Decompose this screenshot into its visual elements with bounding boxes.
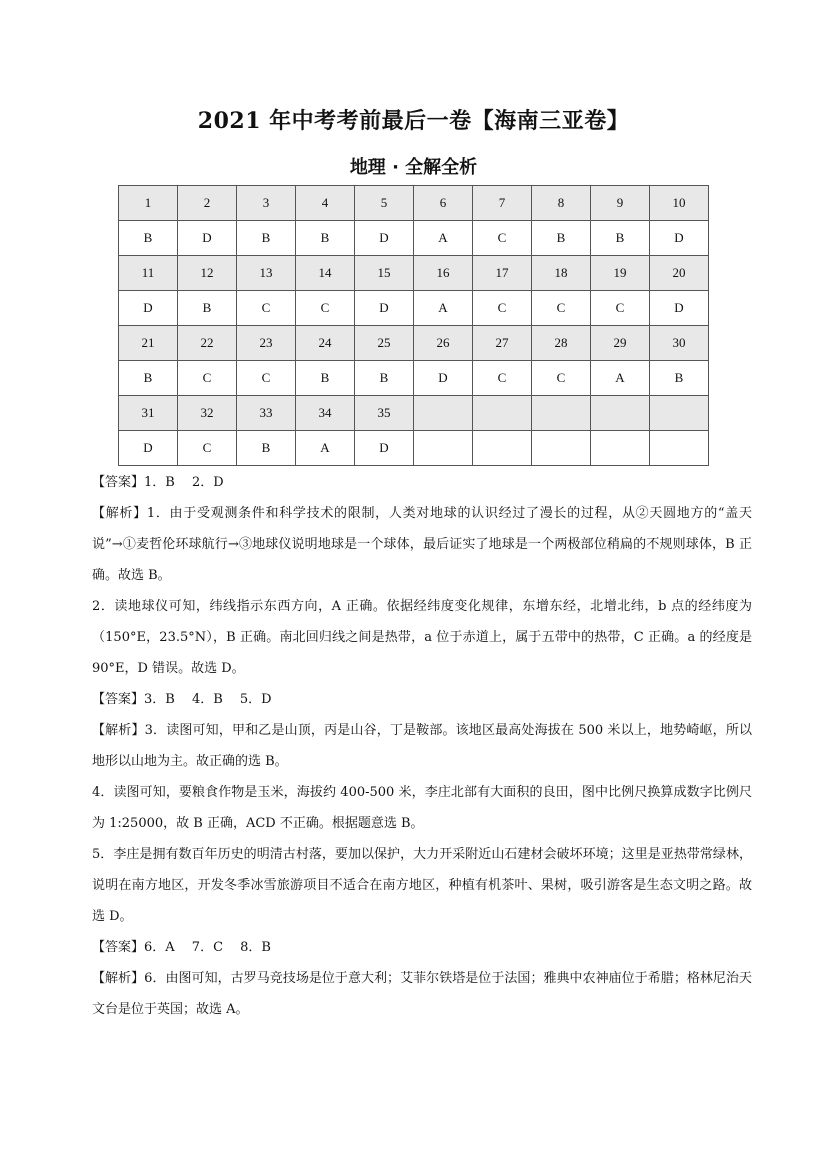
question-number-row: [119, 186, 709, 221]
answer-cell: D: [355, 431, 414, 466]
answer-cell: B: [355, 361, 414, 396]
question-number-cell: 17: [473, 256, 532, 291]
answer-line: 【答案】3．B 4．B 5．D: [92, 692, 272, 707]
analysis-paragraph: 【解析】3．读图可知，甲和乙是山顶，丙是山谷，丁是鞍部。该地区最高处海拔在 500 米以上，地势崎岖，所以地形以山地为主。故正确的选 B。: [92, 723, 752, 769]
answer-cell: C: [532, 291, 591, 326]
answer-cell: B: [591, 221, 650, 256]
question-number-cell: 12: [178, 256, 237, 291]
answer-table: [118, 185, 709, 466]
question-number-cell: [414, 396, 473, 431]
question-number-cell: 32: [178, 396, 237, 431]
question-number-cell: 19: [591, 256, 650, 291]
answer-cell: A: [414, 291, 473, 326]
answer-cell: A: [591, 361, 650, 396]
question-number-cell: 6: [414, 186, 473, 221]
answer-cell: B: [237, 221, 296, 256]
answer-cell: C: [473, 291, 532, 326]
answer-row: [119, 361, 709, 396]
question-number-cell: 23: [237, 326, 296, 361]
question-number-cell: 30: [650, 326, 709, 361]
answer-cell: C: [178, 361, 237, 396]
question-number-cell: 21: [119, 326, 178, 361]
question-number-cell: 5: [355, 186, 414, 221]
question-number-cell: 24: [296, 326, 355, 361]
answer-row: [119, 221, 709, 256]
answer-cell: A: [296, 431, 355, 466]
question-number-cell: 25: [355, 326, 414, 361]
answer-cell: C: [237, 361, 296, 396]
question-number-cell: 29: [591, 326, 650, 361]
question-number-cell: 31: [119, 396, 178, 431]
analysis-content: [92, 467, 752, 1025]
document-subtitle: 地理 · 全解全析: [349, 157, 478, 178]
answer-cell: B: [532, 221, 591, 256]
question-number-row: [119, 396, 709, 431]
question-number-cell: 22: [178, 326, 237, 361]
question-number-cell: [532, 396, 591, 431]
question-number-row: [119, 256, 709, 291]
answer-cell: D: [414, 361, 473, 396]
question-number-cell: 3: [237, 186, 296, 221]
question-number-cell: 15: [355, 256, 414, 291]
question-number-row: [119, 326, 709, 361]
answer-cell: D: [650, 291, 709, 326]
question-number-cell: 13: [237, 256, 296, 291]
question-number-cell: 34: [296, 396, 355, 431]
question-number-cell: 26: [414, 326, 473, 361]
question-number-cell: [650, 396, 709, 431]
answer-cell: D: [119, 431, 178, 466]
answer-cell: C: [178, 431, 237, 466]
question-number-cell: [591, 396, 650, 431]
answer-cell: [473, 431, 532, 466]
analysis-paragraph: 2．读地球仪可知，纬线指示东西方向，A 正确。依据经纬度变化规律，东增东经，北增北纬，b 点的经纬度为（150°E，23.5°N），B 正确。南北回归线之间是热带，a 位于赤道上，属于五带中的热带，C 正确。a 的经度是 90°E，D 错误。故选 D。: [92, 599, 752, 676]
question-number-cell: 18: [532, 256, 591, 291]
question-number-cell: 33: [237, 396, 296, 431]
answer-cell: B: [650, 361, 709, 396]
analysis-paragraph: 【解析】6．由图可知，古罗马竞技场是位于意大利；艾菲尔铁塔是位于法国；雅典中农神庙位于希腊；格林尼治天文台是位于英国；故选 A。: [92, 971, 752, 1017]
answer-cell: C: [473, 221, 532, 256]
analysis-paragraph: 5．李庄是拥有数百年历史的明清古村落，要加以保护，大力开采附近山石建材会破坏环境；这里是亚热带常绿林，说明在南方地区，开发冬季冰雪旅游项目不适合在南方地区，种植有机茶叶、果树，吸引游客是生态文明之路。故选 D。: [92, 847, 752, 924]
question-number-cell: 14: [296, 256, 355, 291]
answer-cell: [532, 431, 591, 466]
document-title: 2021 年中考考前最后一卷【海南三亚卷】: [197, 108, 630, 134]
question-number-cell: 10: [650, 186, 709, 221]
answer-cell: D: [178, 221, 237, 256]
answer-cell: [650, 431, 709, 466]
question-number-cell: 11: [119, 256, 178, 291]
analysis-paragraph: 4．读图可知，要粮食作物是玉米，海拔约 400-500 米，李庄北部有大面积的良田，图中比例尺换算成数字比例尺为 1:25000，故 B 正确，ACD 不正确。根据题意选 B。: [92, 785, 752, 831]
question-number-cell: 16: [414, 256, 473, 291]
answer-cell: D: [355, 291, 414, 326]
answer-cell: C: [532, 361, 591, 396]
answer-row: [119, 431, 709, 466]
answer-cell: [591, 431, 650, 466]
answer-cell: B: [119, 361, 178, 396]
answer-cell: [414, 431, 473, 466]
question-number-cell: 8: [532, 186, 591, 221]
answer-cell: D: [650, 221, 709, 256]
question-number-cell: 27: [473, 326, 532, 361]
question-number-cell: [473, 396, 532, 431]
answer-line: 【答案】1．B 2．D: [92, 475, 224, 490]
answer-cell: A: [414, 221, 473, 256]
answer-cell: C: [296, 291, 355, 326]
answer-line: 【答案】6．A 7．C 8．B: [92, 940, 271, 955]
analysis-paragraph: 【解析】1．由于受观测条件和科学技术的限制，人类对地球的认识经过了漫长的过程，从②天圆地方的“盖天说”→①麦哲伦环球航行→③地球仪说明地球是一个球体，最后证实了地球是一个两极部位稍扁的不规则球体，B 正确。故选 B。: [92, 506, 752, 583]
answer-cell: B: [237, 431, 296, 466]
question-number-cell: 1: [119, 186, 178, 221]
answer-cell: D: [119, 291, 178, 326]
question-number-cell: 9: [591, 186, 650, 221]
answer-cell: B: [178, 291, 237, 326]
answer-cell: C: [237, 291, 296, 326]
answer-row: [119, 291, 709, 326]
answer-cell: C: [473, 361, 532, 396]
question-number-cell: 7: [473, 186, 532, 221]
answer-cell: B: [296, 361, 355, 396]
question-number-cell: 2: [178, 186, 237, 221]
answer-cell: C: [591, 291, 650, 326]
answer-cell: B: [296, 221, 355, 256]
question-number-cell: 4: [296, 186, 355, 221]
question-number-cell: 35: [355, 396, 414, 431]
answer-cell: B: [119, 221, 178, 256]
answer-cell: D: [355, 221, 414, 256]
question-number-cell: 20: [650, 256, 709, 291]
question-number-cell: 28: [532, 326, 591, 361]
